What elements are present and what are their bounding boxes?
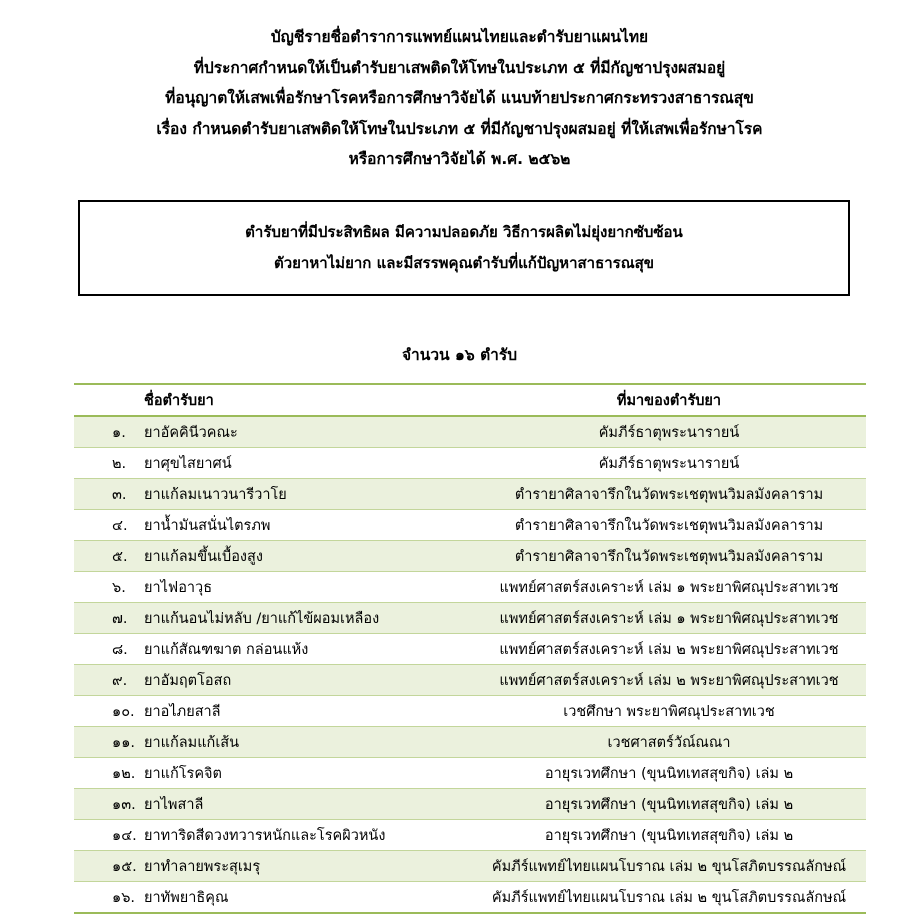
table-header-row xyxy=(74,384,866,416)
row-number: ๑๔. xyxy=(112,827,137,844)
formula-name: ยาแก้นอนไม่หลับ /ยาแก้ไข้ผอมเหลือง xyxy=(144,610,380,627)
formula-name-cell xyxy=(74,416,472,448)
table-row xyxy=(74,758,866,789)
formula-name-cell xyxy=(74,603,472,634)
formula-name-cell xyxy=(74,727,472,758)
row-number: ๑๒. xyxy=(112,765,136,782)
formula-count: จำนวน ๑๖ ตำรับ xyxy=(401,346,518,364)
formula-source: ตำรายาศิลาจารึกในวัดพระเชตุพนวิมลมังคลาราม xyxy=(472,541,866,572)
header-line-4: เรื่อง กำหนดตำรับยาเสพติดให้โทษในประเภท ๕ ที่มีกัญชาปรุงผสมอยู่ ที่ให้เสพเพื่อรักษาโรค xyxy=(156,119,763,138)
table-row xyxy=(74,665,866,696)
table-row xyxy=(74,479,866,510)
formula-name-cell xyxy=(74,665,472,696)
formula-name: ยาทาริดสีดวงทวารหนักและโรคผิวหนัง xyxy=(144,827,386,844)
header-line-5: หรือการศึกษาวิจัยได้ พ.ศ. ๒๕๖๒ xyxy=(348,150,571,168)
row-number: ๓. xyxy=(112,486,127,503)
row-number: ๑. xyxy=(112,424,126,441)
row-number: ๕. xyxy=(112,548,128,565)
formula-source: คัมภีร์แพทย์ไทยแผนโบราณ เล่ม ๒ ขุนโสภิตบรรณลักษณ์ xyxy=(472,851,866,882)
formula-name: ยาแก้โรคจิต xyxy=(144,765,222,782)
formula-name: ยาแก้ลมเนาวนารีวาโย xyxy=(144,486,287,503)
row-number: ๑๐. xyxy=(112,703,135,720)
formula-name: ยาอัมฤตโอสถ xyxy=(144,672,232,689)
formula-name: ยาแก้ลมขึ้นเบื้องสูง xyxy=(144,548,263,565)
formula-name: ยาทำลายพระสุเมรุ xyxy=(144,858,261,875)
criteria-box xyxy=(78,200,850,296)
header-line-1: บัญชีรายชื่อตำราการแพทย์แผนไทยและตำรับยาแผนไทย xyxy=(270,28,649,46)
header-line-3: ที่อนุญาตให้เสพเพื่อรักษาโรคหรือการศึกษาวิจัยได้ แนบท้ายประกาศกระทรวงสาธารณสุข xyxy=(165,89,754,107)
row-number: ๔. xyxy=(112,517,128,534)
formula-name: ยาไพสาลี xyxy=(144,796,204,813)
row-number: ๑๓. xyxy=(112,796,136,813)
formula-source: เวชศึกษา พระยาพิศณุประสาทเวช xyxy=(472,696,866,727)
formula-name-cell xyxy=(74,448,472,479)
table-row xyxy=(74,882,866,914)
table-row xyxy=(74,510,866,541)
formula-name-cell xyxy=(74,758,472,789)
formula-source: แพทย์ศาสตร์สงเคราะห์ เล่ม ๑ พระยาพิศณุประสาทเวช xyxy=(472,572,866,603)
formula-source: แพทย์ศาสตร์สงเคราะห์ เล่ม ๑ พระยาพิศณุประสาทเวช xyxy=(472,603,866,634)
header-line-2: ที่ประกาศกำหนดให้เป็นตำรับยาเสพติดให้โทษในประเภท ๕ ที่มีกัญชาปรุงผสมอยู่ xyxy=(193,58,726,77)
formula-name: ยาน้ำมันสนั่นไตรภพ xyxy=(144,517,271,534)
formula-name-cell xyxy=(74,820,472,851)
formula-source: อายุรเวทศึกษา (ขุนนิทเทสสุขกิจ) เล่ม ๒ xyxy=(472,820,866,851)
formula-name-cell xyxy=(74,634,472,665)
formula-name: ยาอัคคินีวคณะ xyxy=(144,424,238,441)
formula-name-cell xyxy=(74,572,472,603)
table-row xyxy=(74,572,866,603)
row-number: ๒. xyxy=(112,455,127,472)
criteria-line-1: ตำรับยาที่มีประสิทธิผล มีความปลอดภัย วิธีการผลิตไม่ยุ่งยากซับซ้อน xyxy=(245,223,683,241)
formula-source: แพทย์ศาสตร์สงเคราะห์ เล่ม ๒ พระยาพิศณุประสาทเวช xyxy=(472,665,866,696)
formula-source: อายุรเวทศึกษา (ขุนนิทเทสสุขกิจ) เล่ม ๒ xyxy=(472,758,866,789)
table-row xyxy=(74,541,866,572)
row-number: ๗. xyxy=(112,610,128,627)
formula-name: ยาอไภยสาลี xyxy=(144,703,221,720)
formula-name-cell xyxy=(74,696,472,727)
table-row xyxy=(74,696,866,727)
formula-name-cell xyxy=(74,479,472,510)
formula-source: คัมภีร์ธาตุพระนารายน์ xyxy=(472,416,866,448)
column-header-source: ที่มาของตำรับยา xyxy=(472,384,866,416)
formula-name: ยาแก้ลมแก้เส้น xyxy=(144,734,240,751)
formula-name-cell xyxy=(74,510,472,541)
table-row xyxy=(74,448,866,479)
formula-source: แพทย์ศาสตร์สงเคราะห์ เล่ม ๒ พระยาพิศณุประสาทเวช xyxy=(472,634,866,665)
table-row xyxy=(74,820,866,851)
formula-source: อายุรเวทศึกษา (ขุนนิทเทสสุขกิจ) เล่ม ๒ xyxy=(472,789,866,820)
row-number: ๘. xyxy=(112,641,128,658)
formula-name: ยาศุขไสยาศน์ xyxy=(144,455,232,472)
formula-name-cell xyxy=(74,789,472,820)
formula-table xyxy=(74,383,866,914)
formula-name: ยาไฟอาวุธ xyxy=(144,579,213,596)
formula-name-cell xyxy=(74,541,472,572)
document-header xyxy=(0,22,919,175)
formula-source: คัมภีร์แพทย์ไทยแผนโบราณ เล่ม ๒ ขุนโสภิตบรรณลักษณ์ xyxy=(472,882,866,914)
table-row xyxy=(74,851,866,882)
table-row xyxy=(74,634,866,665)
formula-source: ตำรายาศิลาจารึกในวัดพระเชตุพนวิมลมังคลาราม xyxy=(472,479,866,510)
table-row xyxy=(74,727,866,758)
row-number: ๑๖. xyxy=(112,889,136,906)
formula-source: คัมภีร์ธาตุพระนารายน์ xyxy=(472,448,866,479)
formula-source: ตำรายาศิลาจารึกในวัดพระเชตุพนวิมลมังคลาราม xyxy=(472,510,866,541)
row-number: ๑๕. xyxy=(112,858,137,875)
column-header-name: ชื่อตำรับยา xyxy=(74,384,472,416)
formula-name: ยาแก้สัณฑฆาต กล่อนแห้ง xyxy=(144,641,309,658)
formula-source: เวชศาสตร์วัณ์ณณา xyxy=(472,727,866,758)
criteria-line-2: ตัวยาหาไม่ยาก และมีสรรพคุณตำรับที่แก้ปัญหาสาธารณสุข xyxy=(273,254,655,272)
row-number: ๖. xyxy=(112,579,126,596)
row-number: ๑๑. xyxy=(112,734,136,751)
formula-name-cell xyxy=(74,851,472,882)
row-number: ๙. xyxy=(112,672,128,689)
table-row xyxy=(74,789,866,820)
formula-name-cell xyxy=(74,882,472,914)
formula-name: ยาทัพยาธิคุณ xyxy=(144,889,229,906)
table-row xyxy=(74,416,866,448)
table-row xyxy=(74,603,866,634)
